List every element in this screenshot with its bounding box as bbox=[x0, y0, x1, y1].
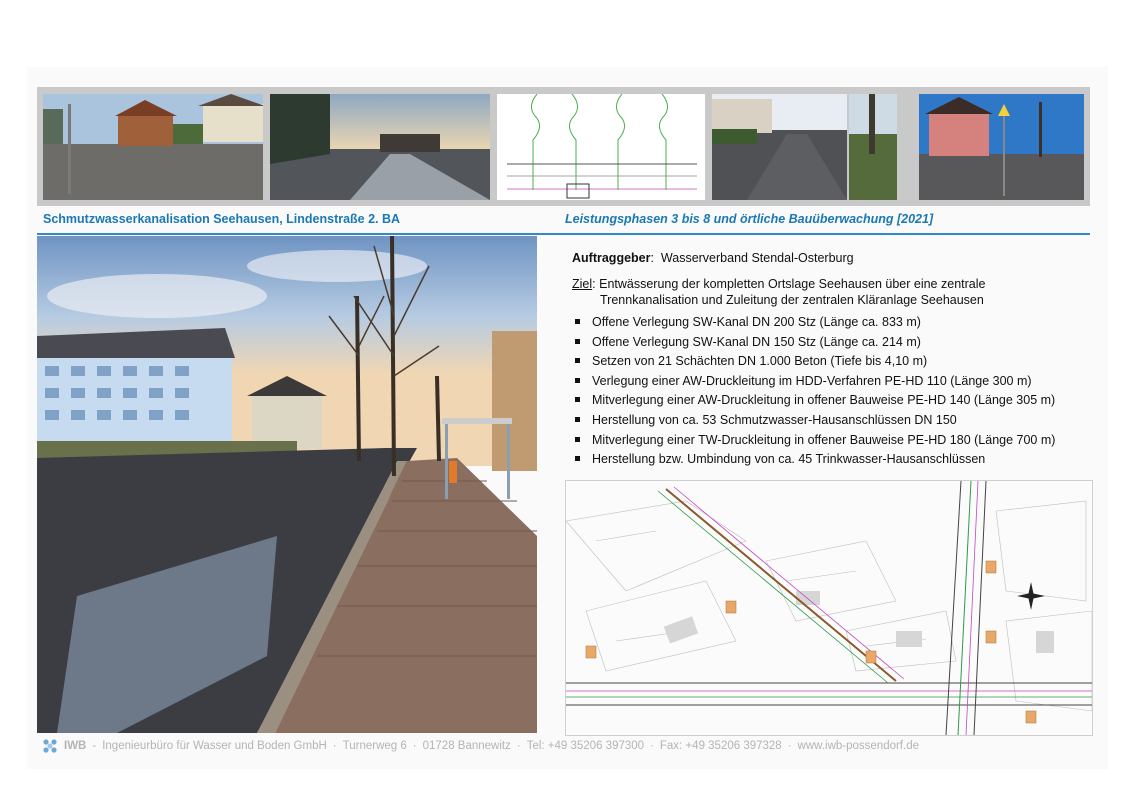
client-label: Auftraggeber bbox=[572, 251, 651, 265]
client-line: Auftraggeber: Wasserverband Stendal-Osterburg bbox=[572, 251, 854, 265]
footer-logo-text: IWB bbox=[64, 740, 87, 752]
footer-phone: Tel: +49 35206 397300 bbox=[526, 740, 645, 752]
street-photo-2 bbox=[270, 94, 490, 200]
footer-website-link[interactable]: www.iwb-possendorf.de bbox=[797, 740, 919, 752]
street-photo-5 bbox=[919, 94, 1084, 200]
street-photo-4 bbox=[849, 94, 897, 200]
scope-list bbox=[572, 314, 1092, 467]
scope-item: Herstellung von ca. 53 Schmutzwasser-Hausanschlüssen DN 150 bbox=[572, 412, 1092, 428]
technical-drawing-thumb bbox=[497, 94, 705, 200]
main-street-photo bbox=[37, 236, 537, 733]
page-footer: IWB - Ingenieurbüro für Wasser und Boden GmbH · Turnerweg 6 · 01728 Bannewitz · Tel: +49 35206 397300 · Fax: +49 35206 397328 · www.iwb-possendorf.de bbox=[42, 738, 919, 754]
scope-item: Verlegung einer AW-Druckleitung im HDD-Verfahren PE-HD 110 (Länge 300 m) bbox=[572, 373, 1092, 389]
goal-label: Ziel bbox=[572, 277, 593, 291]
footer-city: 01728 Bannewitz bbox=[422, 740, 511, 752]
north-arrow-icon bbox=[1017, 582, 1045, 610]
scope-item: Setzen von 21 Schächten DN 1.000 Beton (Tiefe bis 4,10 m) bbox=[572, 353, 1092, 369]
scope-item: Offene Verlegung SW-Kanal DN 200 Stz (Länge ca. 833 m) bbox=[572, 314, 1092, 330]
footer-fax: Fax: +49 35206 397328 bbox=[659, 740, 782, 752]
iwb-logo-icon bbox=[42, 738, 58, 754]
goal-text-2: Trennkanalisation und Zuleitung der zentralen Kläranlage Seehausen bbox=[600, 293, 984, 307]
scope-item: Offene Verlegung SW-Kanal DN 150 Stz (Länge ca. 214 m) bbox=[572, 334, 1092, 350]
scope-item: Mitverlegung einer TW-Druckleitung in offener Bauweise PE-HD 180 (Länge 700 m) bbox=[572, 432, 1092, 448]
scope-item: Mitverlegung einer AW-Druckleitung in offener Bauweise PE-HD 140 (Länge 305 m) bbox=[572, 392, 1092, 408]
street-photo-1 bbox=[43, 94, 263, 200]
scope-item: Herstellung bzw. Umbindung von ca. 45 Trinkwasser-Hausanschlüssen bbox=[572, 451, 1092, 467]
goal-line: Ziel: Entwässerung der kompletten Ortslage Seehausen über eine zentrale bbox=[572, 277, 986, 291]
goal-text-1: Entwässerung der kompletten Ortslage Seehausen über eine zentrale bbox=[599, 277, 986, 291]
street-photo-3 bbox=[712, 94, 847, 200]
site-plan-drawing bbox=[565, 480, 1093, 736]
client-name: Wasserverband Stendal-Osterburg bbox=[660, 251, 854, 265]
footer-street: Turnerweg 6 bbox=[342, 740, 407, 752]
photo-strip bbox=[37, 87, 1090, 206]
project-phases: Leistungsphasen 3 bis 8 und örtliche Bauüberwachung [2021] bbox=[565, 212, 934, 226]
project-info bbox=[572, 250, 1092, 471]
header-divider bbox=[37, 233, 1090, 235]
project-title: Schmutzwasserkanalisation Seehausen, Lindenstraße 2. BA bbox=[43, 212, 401, 226]
footer-company: Ingenieurbüro für Wasser und Boden GmbH bbox=[102, 740, 327, 752]
